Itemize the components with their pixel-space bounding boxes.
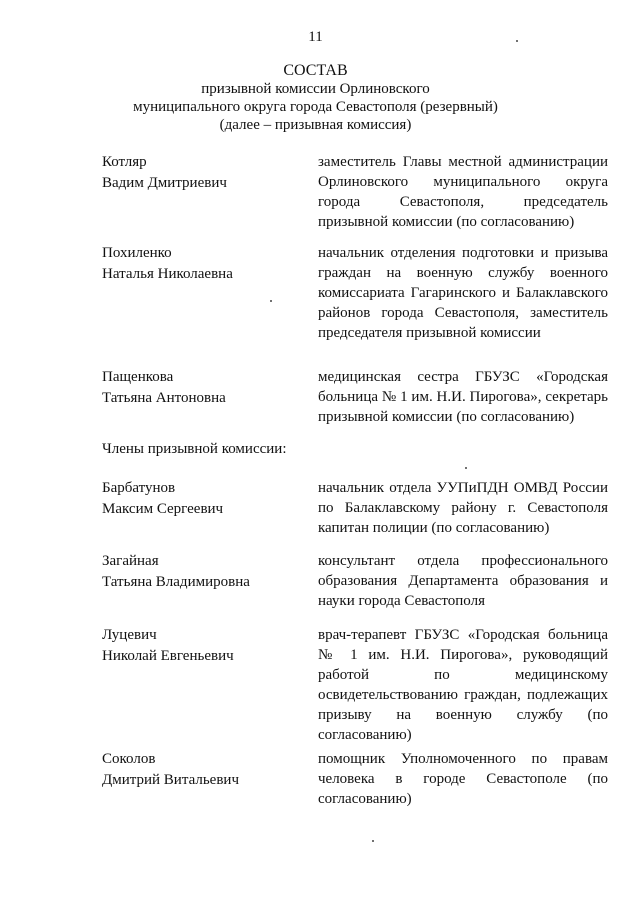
position-description: начальник отделения подготовки и призыва граждан на военную службу военного комиссариата Гагаринского и Балаклавского районов города Севастополя, заместитель председателя призывной комиссии [318,245,608,341]
position-description: помощник Уполномоченного по правам человека в городе Севастополе (по согласованию) [318,751,608,807]
scan-speck [465,467,467,469]
position-description: начальник отдела УУПиПДН ОМВД России по Балаклавскому району г. Севастополя капитан полиции (по согласованию) [318,480,608,536]
given-names: Николай Евгеньевич [102,648,234,664]
scan-speck [372,840,374,842]
document-title [60,62,571,134]
scan-speck [270,300,272,302]
position-description: медицинская сестра ГБУЗС «Городская больница № 1 им. Н.И. Пирогова», секретарь призывной комиссии (по согласованию) [318,369,608,425]
given-names: Дмитрий Витальевич [102,772,239,788]
given-names: Наталья Николаевна [102,266,233,282]
person-name [102,152,312,194]
given-names: Вадим Дмитриевич [102,175,227,191]
given-names: Татьяна Владимировна [102,574,250,590]
surname: Похиленко [102,245,172,261]
surname: Пащенкова [102,369,174,385]
page-number: 11 [308,29,323,45]
person-name [102,478,312,520]
position-description: консультант отдела профессионального образования Департамента образования и науки города Севастополя [318,553,608,609]
position-description: заместитель Главы местной администрации Орлиновского муниципального округа города Севастополя, председатель призывной комиссии (по согласованию) [318,154,608,230]
person-name [102,551,312,593]
surname: Барбатунов [102,480,176,496]
surname: Луцевич [102,627,157,643]
person-name [102,243,312,285]
surname: Соколов [102,751,156,767]
title-heading: СОСТАВ [283,62,348,79]
position-description: врач-терапевт ГБУЗС «Городская больница № 1 им. Н.И. Пирогова», руководящий работой по медицинскому освидетельствованию граждан, подлежащих призыву на военную службу (по согласованию) [318,627,608,743]
members-heading: Члены призывной комиссии: [102,441,287,457]
title-line-2: призывной комиссии Орлиновского [201,81,430,97]
person-name [102,749,312,791]
scan-speck [516,40,518,42]
given-names: Максим Сергеевич [102,501,224,517]
title-line-3: муниципального округа города Севастополя (резервный) [133,99,498,115]
given-names: Татьяна Антоновна [102,390,226,406]
title-line-4: (далее – призывная комиссия) [219,117,412,133]
person-name [102,625,312,667]
surname: Загайная [102,553,159,569]
person-name [102,367,312,409]
surname: Котляр [102,154,147,170]
